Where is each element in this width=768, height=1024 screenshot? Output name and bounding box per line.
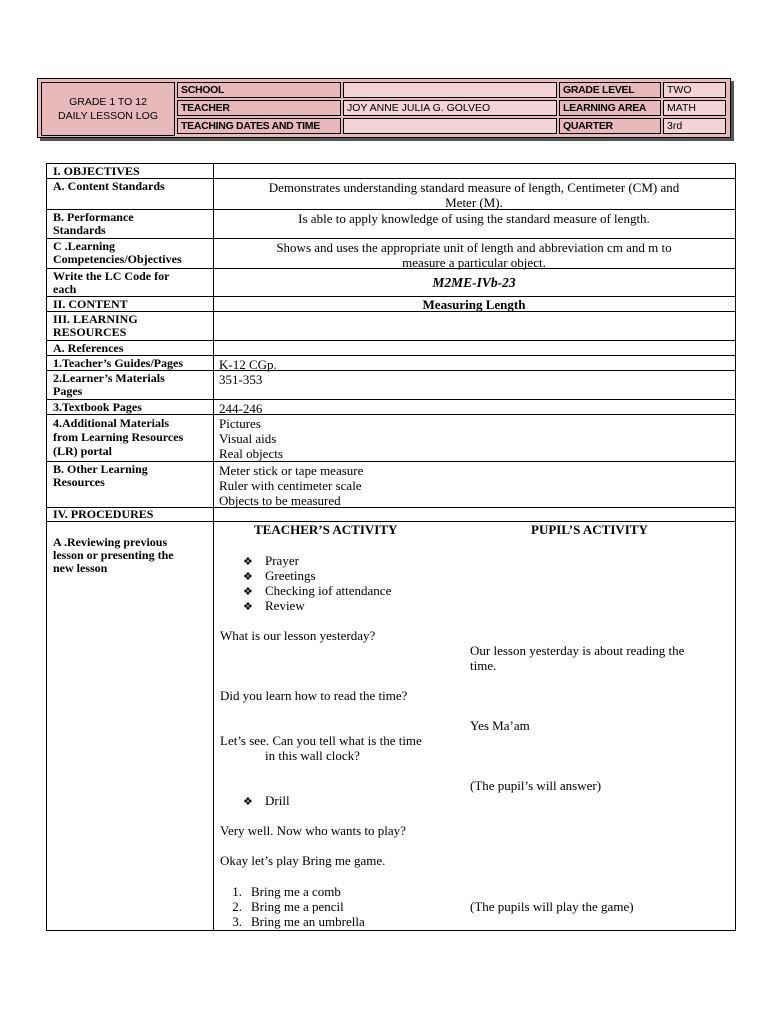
reviewing-label-line2: lesson or presenting the [53,548,174,562]
row-content-standards [47,179,735,210]
row-learners-materials [47,371,735,400]
teachers-guides-value: K-12 CGp. [219,357,277,372]
grade-level-value: TWO [663,82,726,98]
olr-label-line2: Resources [53,475,105,489]
lesson-log-header [37,78,731,138]
lm-label-line1: 2.Learner’s Materials [53,371,165,385]
am-label-line2: from Learning Resources [53,430,184,444]
lc-code-label-line2: each [53,282,77,296]
diamond-bullet-icon: ❖ [243,601,253,613]
competencies-line2: measure a particular object. [402,255,546,270]
opening-bullet: ❖ Review [243,598,305,613]
row-textbook-pages [47,400,735,415]
grade-level-label: GRADE LEVEL [559,82,661,98]
other-resources-label [53,463,211,489]
header-grid [177,82,728,134]
pupil-line: Our lesson yesterday is about reading the [470,643,685,658]
learning-resources-label [53,313,211,339]
row-procedures [47,508,735,522]
content-standards-label: A. Content Standards [53,179,165,193]
pupil-line: time. [470,658,497,673]
am-label-line3: (LR) portal [53,444,112,458]
teacher-activity-heading: TEACHER’S ACTIVITY [254,522,398,537]
lc-code-label [53,270,211,296]
content-standards-value [213,180,735,210]
row-teachers-guides [47,356,735,371]
olr-item: Meter stick or tape measure [219,463,364,478]
row-other-resources [47,462,735,508]
content-label: II. CONTENT [53,297,128,311]
teacher-line: Very well. Now who wants to play? [220,823,406,838]
resources-label-line1: III. LEARNING [53,312,138,326]
teachers-guides-label: 1.Teacher’s Guides/Pages [53,356,183,370]
diamond-bullet-icon: ❖ [243,586,253,598]
drill-bullet: ❖ Drill [243,793,290,808]
opening-bullet: ❖ Checking iof attendance [243,583,392,598]
teacher-label: TEACHER [177,100,341,116]
competencies-value [213,240,735,270]
lm-label-line2: Pages [53,384,83,398]
objectives-label: I. OBJECTIVES [53,164,140,178]
reviewing-label [53,536,211,575]
opening-bullet: ❖ Greetings [243,568,316,583]
olr-item: Ruler with centimeter scale [219,478,362,493]
references-label: A. References [53,341,124,355]
diamond-bullet-icon: ❖ [243,796,253,808]
competencies-label-line1: C .Learning [53,239,116,253]
learning-area-label: LEARNING AREA [559,100,661,116]
teacher-value: JOY ANNE JULIA G. GOLVEO [343,100,557,116]
performance-label-line1: B. Performance [53,210,134,224]
procedures-label: IV. PROCEDURES [53,507,154,521]
teacher-line: What is our lesson yesterday? [220,628,376,643]
competencies-label [53,240,211,266]
learners-materials-value: 351-353 [219,372,263,387]
olr-item: Objects to be measured [219,493,341,508]
content-value: Measuring Length [422,297,526,312]
pupil-line: (The pupils will play the game) [470,899,634,914]
procedures-section [47,522,735,930]
opening-bullet: ❖ Prayer [243,553,299,568]
pupil-line: (The pupil’s will answer) [470,778,602,793]
textbook-pages-label: 3.Textbook Pages [53,400,142,414]
am-item: Visual aids [219,431,277,446]
learning-area-value: MATH [663,100,726,116]
teaching-dates-label: TEACHING DATES AND TIME [177,118,341,134]
pupil-activity-heading: PUPIL’S ACTIVITY [531,522,648,537]
am-item: Pictures [219,416,261,431]
am-label-line1: 4.Additional Materials [53,416,169,430]
header-title-line1: GRADE 1 TO 12 [69,96,147,108]
quarter-label: QUARTER [559,118,661,134]
row-lc-code [47,269,735,297]
lesson-plan-table [46,163,736,931]
olr-label-line1: B. Other Learning [53,462,148,476]
header-title [41,82,175,136]
teacher-line: in this wall clock? [265,748,360,763]
reviewing-label-line1: A .Reviewing previous [53,535,168,549]
additional-materials-value [219,416,731,461]
school-label: SCHOOL [177,82,341,98]
reviewing-label-line3: new lesson [53,561,108,575]
competencies-line1: Shows and uses the appropriate unit of length and abbreviation cm and m to [276,240,672,255]
additional-materials-label [53,416,211,458]
teacher-line: Okay let’s play Bring me game. [220,853,386,868]
teacher-line: Let’s see. Can you tell what is the time [220,733,422,748]
resources-label-line2: RESOURCES [53,325,127,339]
performance-standards-label [53,211,211,237]
row-additional-materials [47,415,735,462]
teaching-dates-value [343,118,557,134]
content-standards-line2: Meter (M). [445,195,503,210]
pupil-line: Yes Ma’am [470,718,530,733]
header-title-line2: DAILY LESSON LOG [58,110,158,122]
performance-standards-value: Is able to apply knowledge of using the standard measure of length. [298,211,650,226]
diamond-bullet-icon: ❖ [243,556,253,568]
row-references [47,341,735,356]
performance-label-line2: Standards [53,223,106,237]
row-learning-resources [47,312,735,341]
school-value [343,82,557,98]
row-content [47,297,735,312]
lc-code-value: M2ME-IVb-23 [432,275,516,290]
game-item: 2. Bring me a pencil [232,899,344,914]
row-performance-standards [47,210,735,239]
quarter-value: 3rd [663,118,726,134]
lc-code-label-line1: Write the LC Code for [53,269,170,283]
competencies-label-line2: Competencies/Objectives [53,252,182,266]
teacher-line: Did you learn how to read the time? [220,688,408,703]
learners-materials-label [53,372,211,398]
game-item: 3. Bring me an umbrella [232,914,365,929]
other-resources-value [219,463,731,508]
row-competencies [47,239,735,269]
game-item: 1. Bring me a comb [232,884,341,899]
am-item: Real objects [219,446,283,461]
content-standards-line1: Demonstrates understanding standard measure of length, Centimeter (CM) and [268,180,680,195]
textbook-pages-value: 244-246 [219,401,263,416]
diamond-bullet-icon: ❖ [243,571,253,583]
row-objectives [47,164,735,179]
